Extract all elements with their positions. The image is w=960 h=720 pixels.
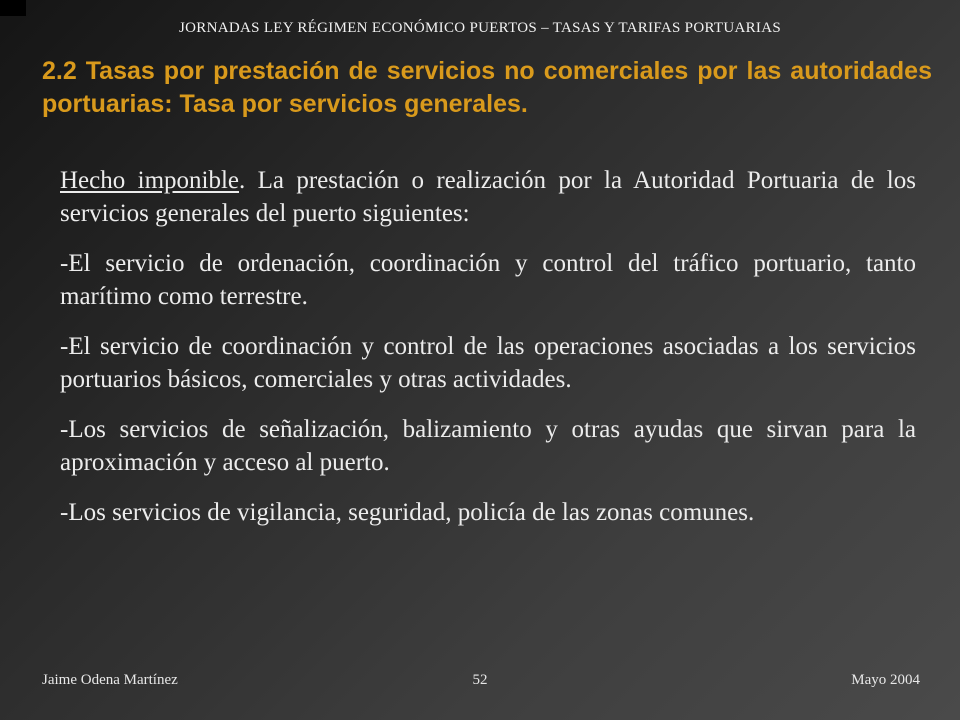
list-item: -Los servicios de vigilancia, seguridad, policía de las zonas comunes. [60, 499, 755, 526]
footer-date: Mayo 2004 [851, 672, 920, 688]
slide-header: JORNADAS LEY RÉGIMEN ECONÓMICO PUERTOS – TASAS Y TARIFAS PORTUARIAS [179, 20, 781, 36]
footer-author: Jaime Odena Martínez [42, 672, 178, 688]
list-item: -El servicio de ordenación, coordinación y control del tráfico portuario, tanto marítimo como terrestre. [60, 250, 916, 310]
intro-term: Hecho imponible [60, 167, 239, 194]
intro-paragraph [60, 164, 916, 230]
slide-title: 2.2 Tasas por prestación de servicios no comerciales por las autoridades portuarias: Tasa por servicios generales. [42, 57, 932, 118]
list-item: -El servicio de coordinación y control de las operaciones asociadas a los servicios portuarios básicos, comerciales y otras actividades. [60, 333, 916, 393]
footer-page-number: 52 [472, 672, 488, 688]
slide-body [60, 164, 916, 546]
list-item: -Los servicios de señalización, balizamiento y otras ayudas que sirvan para la aproximación y acceso al puerto. [60, 416, 916, 476]
intro-text: . La prestación o realización por la Autoridad Portuaria de los servicios generales del puerto siguientes: [60, 167, 916, 227]
corner-mark [0, 0, 26, 16]
